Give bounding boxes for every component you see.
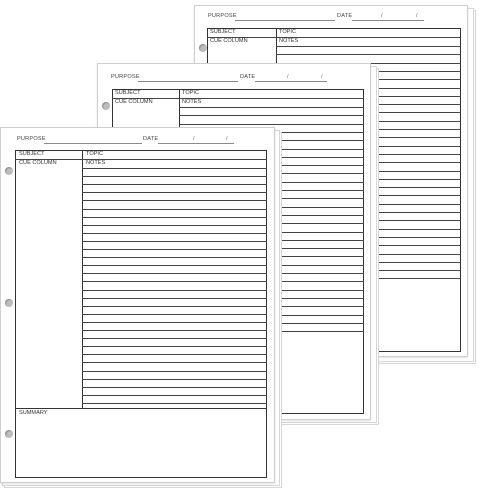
punch-hole — [5, 299, 13, 307]
note-rule-line — [82, 354, 267, 355]
note-rule-line — [82, 387, 267, 388]
note-rule-line — [82, 184, 267, 185]
topic-label: TOPIC — [279, 29, 296, 35]
note-rule-line — [82, 281, 267, 282]
note-rule-line — [82, 273, 267, 274]
note-rule-line — [179, 115, 364, 116]
note-rule-line — [82, 249, 267, 250]
note-rule-line — [82, 168, 267, 169]
punch-hole — [5, 167, 13, 175]
note-rule-line — [82, 371, 267, 372]
note-rule-line — [82, 330, 267, 331]
note-rule-line — [82, 306, 267, 307]
note-rule-line — [276, 46, 461, 47]
cue-divider — [82, 150, 83, 408]
cue-column-label: CUE COLUMN — [19, 160, 57, 166]
subject-label: SUBJECT — [19, 151, 45, 157]
note-rule-line — [82, 209, 267, 210]
date-separator: / — [416, 13, 418, 19]
note-rule-line — [82, 257, 267, 258]
note-rule-line — [82, 346, 267, 347]
topic-label: TOPIC — [86, 151, 103, 157]
note-rule-line — [82, 241, 267, 242]
note-rule-line — [82, 379, 267, 380]
note-rule-line — [82, 362, 267, 363]
date-label: DATE — [143, 136, 159, 142]
notes-label: NOTES — [86, 160, 106, 166]
note-rule-line — [82, 217, 267, 218]
notes-label: NOTES — [279, 38, 299, 44]
note-rule-line — [82, 265, 267, 266]
note-rule-line — [276, 54, 461, 55]
date-label: DATE — [240, 74, 256, 80]
purpose-label: PURPOSE — [17, 136, 46, 142]
date-separator: / — [226, 136, 228, 142]
subject-label: SUBJECT — [210, 29, 236, 35]
date-line — [255, 81, 327, 82]
punch-hole — [5, 430, 13, 438]
note-rule-line — [82, 338, 267, 339]
note-rule-line — [82, 233, 267, 234]
date-line — [352, 20, 424, 21]
note-rule-line — [82, 322, 267, 323]
summary-rule — [15, 408, 267, 409]
note-rule-line — [82, 225, 267, 226]
note-rule-line — [179, 124, 364, 125]
date-separator: / — [287, 74, 289, 80]
purpose-line — [138, 81, 238, 82]
subject-label: SUBJECT — [115, 90, 141, 96]
note-rule-line — [82, 290, 267, 291]
note-sheet-front — [0, 127, 278, 486]
note-rule-line — [82, 298, 267, 299]
cue-column-label: CUE COLUMN — [210, 38, 248, 44]
note-rule-line — [82, 403, 267, 404]
summary-label: SUMMARY — [19, 410, 48, 416]
cue-column-label: CUE COLUMN — [115, 99, 153, 105]
purpose-line — [44, 143, 142, 144]
note-rule-line — [82, 395, 267, 396]
paper — [0, 127, 275, 483]
punch-hole — [199, 44, 207, 52]
date-separator: / — [321, 74, 323, 80]
note-rule-line — [82, 200, 267, 201]
note-rule-line — [82, 314, 267, 315]
note-rule-line — [179, 107, 364, 108]
purpose-label: PURPOSE — [111, 74, 140, 80]
purpose-line — [235, 20, 335, 21]
date-line — [158, 143, 234, 144]
date-separator: / — [193, 136, 195, 142]
notes-label: NOTES — [182, 99, 202, 105]
note-rule-line — [82, 176, 267, 177]
purpose-label: PURPOSE — [208, 13, 237, 19]
topic-label: TOPIC — [182, 90, 199, 96]
date-separator: / — [381, 13, 383, 19]
punch-hole — [102, 102, 110, 110]
date-label: DATE — [337, 13, 353, 19]
note-rule-line — [82, 192, 267, 193]
